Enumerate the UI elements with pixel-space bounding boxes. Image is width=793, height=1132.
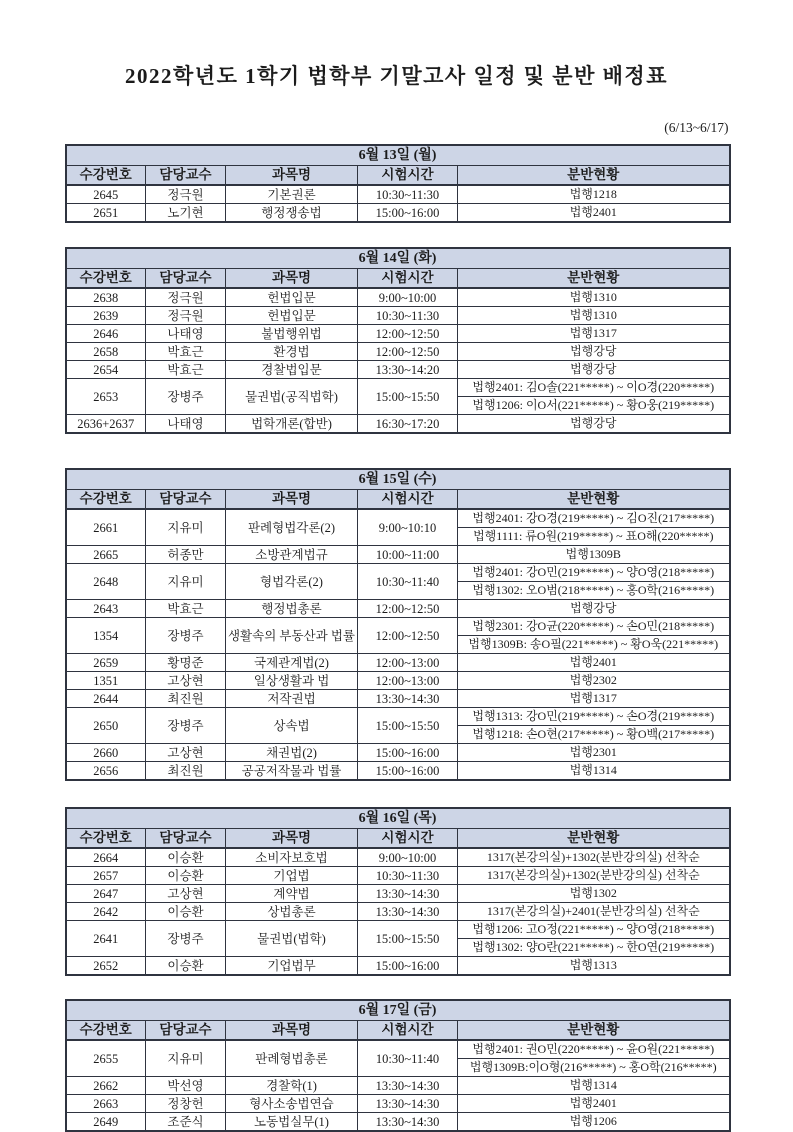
table-row bbox=[66, 509, 730, 546]
cell-course-name: 소방관계법규 bbox=[226, 546, 358, 564]
cell-course-name: 경찰법입문 bbox=[226, 361, 358, 379]
table-row bbox=[66, 343, 730, 361]
table-row bbox=[66, 1040, 730, 1077]
section-line: 법행1317 bbox=[569, 691, 617, 705]
section-line: 법행강당 bbox=[570, 601, 617, 615]
cell-section-status bbox=[458, 307, 730, 325]
cell-professor: 최진원 bbox=[146, 762, 226, 781]
section-line: 법행2401: 김O솔(221*****) ~ 이O경(220*****) bbox=[472, 380, 715, 394]
exam-day-table bbox=[65, 468, 731, 781]
column-header: 분반현황 bbox=[458, 490, 730, 510]
section-line: 법행1314 bbox=[569, 763, 617, 777]
cell-section-status bbox=[458, 690, 730, 708]
section-line: 법행강당 bbox=[570, 344, 617, 358]
cell-exam-time: 9:00~10:00 bbox=[358, 288, 458, 307]
table-row bbox=[66, 903, 730, 921]
cell-course-number: 2660 bbox=[66, 744, 146, 762]
cell-course-number: 2638 bbox=[66, 288, 146, 307]
cell-exam-time: 15:00~16:00 bbox=[358, 762, 458, 781]
section-line: 법행1313 bbox=[569, 958, 617, 972]
cell-course-name: 물권법(법학) bbox=[226, 921, 358, 957]
cell-course-name: 행정법총론 bbox=[226, 600, 358, 618]
cell-exam-time: 10:30~11:30 bbox=[358, 185, 458, 204]
section-line: 법행1206: 고O정(221*****) ~ 양O영(218*****) bbox=[472, 922, 715, 936]
cell-course-number: 2642 bbox=[66, 903, 146, 921]
cell-section-status bbox=[458, 1040, 730, 1077]
table-row bbox=[66, 957, 730, 976]
cell-section-status bbox=[458, 1113, 730, 1132]
section-line: 법행2301 bbox=[569, 745, 617, 759]
cell-course-name: 노동법실무(1) bbox=[226, 1113, 358, 1132]
exam-day-table bbox=[65, 807, 731, 976]
cell-section-status bbox=[458, 361, 730, 379]
section-line: 법행1302: 양O란(221*****) ~ 한O연(219*****) bbox=[458, 938, 729, 956]
column-header: 수강번호 bbox=[66, 490, 146, 510]
cell-course-number: 2661 bbox=[66, 509, 146, 546]
cell-professor: 지유미 bbox=[146, 509, 226, 546]
table-row bbox=[66, 204, 730, 223]
section-line: 법행2401 bbox=[569, 1096, 617, 1110]
cell-section-status bbox=[458, 343, 730, 361]
table-row bbox=[66, 885, 730, 903]
section-line: 법행1309B:이O형(216*****) ~ 홍O학(216*****) bbox=[458, 1058, 729, 1076]
cell-professor: 나태영 bbox=[146, 415, 226, 434]
section-line: 법행1314 bbox=[569, 1078, 617, 1092]
cell-course-number: 2663 bbox=[66, 1095, 146, 1113]
table-row bbox=[66, 867, 730, 885]
cell-professor: 최진원 bbox=[146, 690, 226, 708]
cell-professor: 박효근 bbox=[146, 361, 226, 379]
section-line: 법행2401: 권O민(220*****) ~ 윤O원(221*****) bbox=[472, 1042, 715, 1056]
cell-section-status bbox=[458, 1095, 730, 1113]
table-row bbox=[66, 185, 730, 204]
section-line: 법행2401: 강O경(219*****) ~ 김O진(217*****) bbox=[472, 511, 715, 525]
column-header-row bbox=[66, 166, 730, 186]
cell-course-number: 2647 bbox=[66, 885, 146, 903]
column-header: 시험시간 bbox=[358, 166, 458, 186]
cell-professor: 지유미 bbox=[146, 564, 226, 600]
column-header-row bbox=[66, 490, 730, 510]
section-line: 법행1310 bbox=[569, 308, 617, 322]
column-header-row bbox=[66, 829, 730, 849]
cell-course-number: 1351 bbox=[66, 672, 146, 690]
cell-professor: 이승환 bbox=[146, 957, 226, 976]
cell-professor: 정극원 bbox=[146, 307, 226, 325]
column-header: 시험시간 bbox=[358, 829, 458, 849]
cell-section-status bbox=[458, 921, 730, 957]
cell-exam-time: 12:00~12:50 bbox=[358, 618, 458, 654]
cell-exam-time: 13:30~14:30 bbox=[358, 903, 458, 921]
section-line: 법행2401: 강O민(219*****) ~ 양O영(218*****) bbox=[472, 565, 715, 579]
cell-professor: 이승환 bbox=[146, 867, 226, 885]
cell-professor: 박효근 bbox=[146, 600, 226, 618]
date-range: (6/13~6/17) bbox=[664, 120, 729, 135]
cell-professor: 박선영 bbox=[146, 1077, 226, 1095]
table-row bbox=[66, 618, 730, 654]
cell-course-name: 헌법입문 bbox=[226, 288, 358, 307]
cell-exam-time: 16:30~17:20 bbox=[358, 415, 458, 434]
day-title: 6월 16일 (목) bbox=[66, 808, 730, 829]
cell-course-number: 2662 bbox=[66, 1077, 146, 1095]
section-line: 법행2401 bbox=[569, 205, 617, 219]
section-line: 법행강당 bbox=[570, 416, 617, 430]
cell-course-name: 형사소송법연습 bbox=[226, 1095, 358, 1113]
column-header: 분반현황 bbox=[458, 1021, 730, 1041]
cell-section-status bbox=[458, 848, 730, 867]
cell-course-name: 상속법 bbox=[226, 708, 358, 744]
section-line: 법행1317 bbox=[569, 326, 617, 340]
cell-course-number: 2652 bbox=[66, 957, 146, 976]
table-row bbox=[66, 415, 730, 434]
column-header: 수강번호 bbox=[66, 269, 146, 289]
column-header: 과목명 bbox=[226, 1021, 358, 1041]
column-header: 수강번호 bbox=[66, 829, 146, 849]
column-header: 시험시간 bbox=[358, 269, 458, 289]
table-row bbox=[66, 762, 730, 781]
cell-section-status bbox=[458, 885, 730, 903]
column-header: 과목명 bbox=[226, 829, 358, 849]
day-title-row bbox=[66, 1000, 730, 1021]
cell-exam-time: 12:00~12:50 bbox=[358, 343, 458, 361]
cell-course-name: 경찰학(1) bbox=[226, 1077, 358, 1095]
table-row bbox=[66, 921, 730, 957]
cell-course-name: 상법총론 bbox=[226, 903, 358, 921]
cell-exam-time: 15:00~16:00 bbox=[358, 204, 458, 223]
day-title: 6월 13일 (월) bbox=[66, 145, 730, 166]
column-header: 담당교수 bbox=[146, 829, 226, 849]
column-header: 담당교수 bbox=[146, 269, 226, 289]
cell-professor: 고상현 bbox=[146, 744, 226, 762]
cell-exam-time: 15:00~15:50 bbox=[358, 921, 458, 957]
cell-section-status bbox=[458, 1077, 730, 1095]
cell-course-name: 채권법(2) bbox=[226, 744, 358, 762]
column-header: 담당교수 bbox=[146, 490, 226, 510]
column-header: 수강번호 bbox=[66, 166, 146, 186]
cell-professor: 나태영 bbox=[146, 325, 226, 343]
cell-course-number: 2659 bbox=[66, 654, 146, 672]
cell-section-status bbox=[458, 185, 730, 204]
section-line: 법행2302 bbox=[569, 673, 617, 687]
cell-course-name: 법학개론(합반) bbox=[226, 415, 358, 434]
cell-section-status bbox=[458, 600, 730, 618]
section-line: 법행1313: 강O민(219*****) ~ 손O경(219*****) bbox=[472, 709, 715, 723]
cell-professor: 장병주 bbox=[146, 921, 226, 957]
cell-course-name: 일상생활과 법 bbox=[226, 672, 358, 690]
cell-section-status bbox=[458, 379, 730, 415]
section-line: 법행1309B: 송O필(221*****) ~ 황O욱(221*****) bbox=[458, 635, 729, 653]
cell-exam-time: 9:00~10:10 bbox=[358, 509, 458, 546]
section-line: 법행1218 bbox=[569, 187, 617, 201]
section-line: 법행강당 bbox=[570, 362, 617, 376]
table-row bbox=[66, 708, 730, 744]
cell-section-status bbox=[458, 288, 730, 307]
cell-section-status bbox=[458, 204, 730, 223]
cell-professor: 조준식 bbox=[146, 1113, 226, 1132]
section-line: 법행2301: 강O균(220*****) ~ 손O민(218*****) bbox=[472, 619, 715, 633]
cell-course-name: 저작권법 bbox=[226, 690, 358, 708]
table-row bbox=[66, 848, 730, 867]
cell-exam-time: 12:00~12:50 bbox=[358, 600, 458, 618]
exam-day-table bbox=[65, 144, 731, 223]
cell-course-number: 2657 bbox=[66, 867, 146, 885]
table-row bbox=[66, 361, 730, 379]
cell-exam-time: 15:00~16:00 bbox=[358, 744, 458, 762]
day-title: 6월 17일 (금) bbox=[66, 1000, 730, 1021]
cell-section-status bbox=[458, 654, 730, 672]
cell-course-name: 행정쟁송법 bbox=[226, 204, 358, 223]
table-row bbox=[66, 288, 730, 307]
section-line: 법행2401 bbox=[569, 655, 617, 669]
cell-section-status bbox=[458, 867, 730, 885]
column-header-row bbox=[66, 1021, 730, 1041]
cell-exam-time: 10:30~11:30 bbox=[358, 307, 458, 325]
cell-course-number: 2643 bbox=[66, 600, 146, 618]
table-row bbox=[66, 325, 730, 343]
cell-exam-time: 12:00~12:50 bbox=[358, 325, 458, 343]
cell-course-number: 2641 bbox=[66, 921, 146, 957]
cell-exam-time: 12:00~13:00 bbox=[358, 672, 458, 690]
cell-professor: 노기현 bbox=[146, 204, 226, 223]
column-header: 담당교수 bbox=[146, 1021, 226, 1041]
cell-professor: 이승환 bbox=[146, 848, 226, 867]
cell-section-status bbox=[458, 762, 730, 781]
cell-professor: 고상현 bbox=[146, 672, 226, 690]
day-title: 6월 14일 (화) bbox=[66, 248, 730, 269]
cell-section-status bbox=[458, 618, 730, 654]
cell-course-name: 생활속의 부동산과 법률 bbox=[226, 618, 358, 654]
cell-professor: 고상현 bbox=[146, 885, 226, 903]
cell-course-number: 2650 bbox=[66, 708, 146, 744]
cell-section-status bbox=[458, 708, 730, 744]
section-line: 법행1302 bbox=[569, 886, 617, 900]
cell-professor: 황명준 bbox=[146, 654, 226, 672]
cell-course-name: 판례형법총론 bbox=[226, 1040, 358, 1077]
exam-day-table bbox=[65, 247, 731, 434]
cell-course-name: 환경법 bbox=[226, 343, 358, 361]
cell-course-number: 2636+2637 bbox=[66, 415, 146, 434]
day-title-row bbox=[66, 469, 730, 490]
cell-course-number: 2649 bbox=[66, 1113, 146, 1132]
cell-section-status bbox=[458, 957, 730, 976]
cell-course-number: 2653 bbox=[66, 379, 146, 415]
cell-section-status bbox=[458, 546, 730, 564]
cell-exam-time: 15:00~15:50 bbox=[358, 379, 458, 415]
cell-course-number: 2658 bbox=[66, 343, 146, 361]
cell-course-number: 2655 bbox=[66, 1040, 146, 1077]
column-header: 과목명 bbox=[226, 166, 358, 186]
table-row bbox=[66, 744, 730, 762]
day-title-row bbox=[66, 145, 730, 166]
cell-course-number: 2639 bbox=[66, 307, 146, 325]
section-line: 법행1111: 류O원(219*****) ~ 표O해(220*****) bbox=[458, 527, 729, 545]
table-row bbox=[66, 1113, 730, 1132]
exam-day-table bbox=[65, 999, 731, 1132]
cell-section-status bbox=[458, 672, 730, 690]
cell-course-number: 1354 bbox=[66, 618, 146, 654]
cell-exam-time: 12:00~13:00 bbox=[358, 654, 458, 672]
cell-exam-time: 13:30~14:30 bbox=[358, 885, 458, 903]
cell-professor: 정극원 bbox=[146, 288, 226, 307]
cell-section-status bbox=[458, 509, 730, 546]
cell-course-name: 소비자보호법 bbox=[226, 848, 358, 867]
cell-course-name: 기업법무 bbox=[226, 957, 358, 976]
cell-professor: 장병주 bbox=[146, 379, 226, 415]
column-header: 과목명 bbox=[226, 490, 358, 510]
cell-course-name: 물권법(공직법학) bbox=[226, 379, 358, 415]
cell-course-name: 계약법 bbox=[226, 885, 358, 903]
column-header-row bbox=[66, 269, 730, 289]
cell-professor: 장병주 bbox=[146, 618, 226, 654]
cell-exam-time: 13:30~14:30 bbox=[358, 1077, 458, 1095]
cell-exam-time: 13:30~14:30 bbox=[358, 1113, 458, 1132]
cell-exam-time: 10:30~11:40 bbox=[358, 1040, 458, 1077]
column-header: 시험시간 bbox=[358, 490, 458, 510]
cell-exam-time: 13:30~14:30 bbox=[358, 1095, 458, 1113]
cell-professor: 허종만 bbox=[146, 546, 226, 564]
cell-professor: 이승환 bbox=[146, 903, 226, 921]
cell-exam-time: 9:00~10:00 bbox=[358, 848, 458, 867]
column-header: 분반현황 bbox=[458, 829, 730, 849]
table-row bbox=[66, 672, 730, 690]
section-line: 법행1309B bbox=[565, 547, 621, 561]
cell-exam-time: 15:00~15:50 bbox=[358, 708, 458, 744]
cell-professor: 지유미 bbox=[146, 1040, 226, 1077]
table-row bbox=[66, 379, 730, 415]
cell-section-status bbox=[458, 564, 730, 600]
table-row bbox=[66, 307, 730, 325]
section-line: 법행1218: 손O현(217*****) ~ 황O백(217*****) bbox=[458, 725, 729, 743]
cell-course-name: 기본권론 bbox=[226, 185, 358, 204]
section-line: 1317(본강의실)+1302(분반강의실) 선착순 bbox=[486, 868, 700, 882]
table-row bbox=[66, 546, 730, 564]
table-row bbox=[66, 1095, 730, 1113]
cell-course-number: 2644 bbox=[66, 690, 146, 708]
cell-course-number: 2651 bbox=[66, 204, 146, 223]
column-header: 담당교수 bbox=[146, 166, 226, 186]
cell-course-number: 2656 bbox=[66, 762, 146, 781]
column-header: 수강번호 bbox=[66, 1021, 146, 1041]
table-row bbox=[66, 1077, 730, 1095]
table-row bbox=[66, 600, 730, 618]
cell-exam-time: 10:30~11:30 bbox=[358, 867, 458, 885]
cell-professor: 정창헌 bbox=[146, 1095, 226, 1113]
cell-section-status bbox=[458, 415, 730, 434]
cell-section-status bbox=[458, 903, 730, 921]
column-header: 시험시간 bbox=[358, 1021, 458, 1041]
page-title: 2022학년도 1학기 법학부 기말고사 일정 및 분반 배정표 bbox=[125, 64, 668, 88]
section-line: 1317(본강의실)+1302(분반강의실) 선착순 bbox=[486, 850, 700, 864]
cell-section-status bbox=[458, 325, 730, 343]
section-line: 법행1302: 오O범(218*****) ~ 홍O학(216*****) bbox=[458, 581, 729, 599]
section-line: 법행1206: 이O서(221*****) ~ 황O웅(219*****) bbox=[458, 396, 729, 414]
cell-course-name: 국제관계법(2) bbox=[226, 654, 358, 672]
table-row bbox=[66, 564, 730, 600]
day-title-row bbox=[66, 248, 730, 269]
cell-course-name: 공공저작물과 법률 bbox=[226, 762, 358, 781]
section-line: 법행1206 bbox=[569, 1114, 617, 1128]
cell-course-number: 2646 bbox=[66, 325, 146, 343]
day-title-row bbox=[66, 808, 730, 829]
cell-exam-time: 15:00~16:00 bbox=[358, 957, 458, 976]
cell-course-number: 2664 bbox=[66, 848, 146, 867]
cell-course-name: 판례형법각론(2) bbox=[226, 509, 358, 546]
cell-course-number: 2665 bbox=[66, 546, 146, 564]
cell-exam-time: 10:30~11:40 bbox=[358, 564, 458, 600]
cell-professor: 장병주 bbox=[146, 708, 226, 744]
cell-professor: 정극원 bbox=[146, 185, 226, 204]
table-row bbox=[66, 690, 730, 708]
exam-tables-area bbox=[65, 144, 729, 1132]
column-header: 분반현황 bbox=[458, 269, 730, 289]
column-header: 과목명 bbox=[226, 269, 358, 289]
cell-exam-time: 13:30~14:30 bbox=[358, 690, 458, 708]
cell-course-name: 불법행위법 bbox=[226, 325, 358, 343]
cell-course-number: 2645 bbox=[66, 185, 146, 204]
cell-course-number: 2654 bbox=[66, 361, 146, 379]
cell-course-number: 2648 bbox=[66, 564, 146, 600]
cell-professor: 박효근 bbox=[146, 343, 226, 361]
cell-course-name: 헌법입문 bbox=[226, 307, 358, 325]
section-line: 법행1310 bbox=[569, 290, 617, 304]
cell-exam-time: 10:00~11:00 bbox=[358, 546, 458, 564]
section-line: 1317(본강의실)+2401(분반강의실) 선착순 bbox=[486, 904, 700, 918]
cell-section-status bbox=[458, 744, 730, 762]
table-row bbox=[66, 654, 730, 672]
cell-exam-time: 13:30~14:20 bbox=[358, 361, 458, 379]
cell-course-name: 형법각론(2) bbox=[226, 564, 358, 600]
cell-course-name: 기업법 bbox=[226, 867, 358, 885]
day-title: 6월 15일 (수) bbox=[66, 469, 730, 490]
column-header: 분반현황 bbox=[458, 166, 730, 186]
